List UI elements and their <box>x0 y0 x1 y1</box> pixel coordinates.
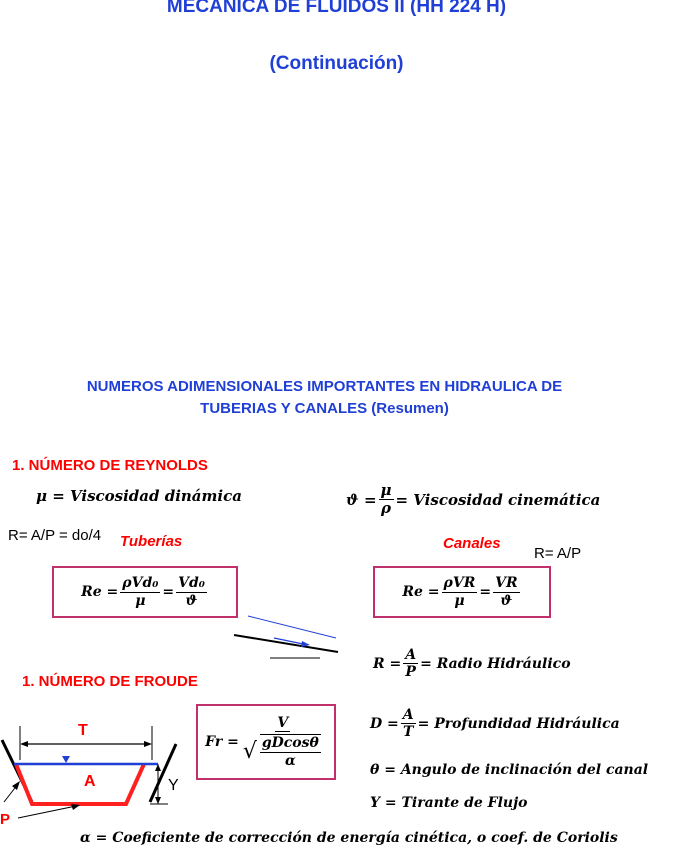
page-title: MECANICA DE FLUIDOS II (HH 224 H) <box>166 0 507 17</box>
froude-denominator <box>241 732 325 768</box>
pipe-re-fraction-1 <box>120 575 160 608</box>
depth-def: Y = Tirante de Flujo <box>370 795 528 811</box>
pipes-label: Tuberías <box>120 533 183 550</box>
channels-label: Canales <box>443 535 501 552</box>
t-arrow-left <box>20 741 28 747</box>
label-area: A <box>84 773 96 790</box>
froude-fraction <box>241 715 325 768</box>
chan-re-fraction-2 <box>493 575 520 608</box>
channel-radius-note: R= A/P <box>534 545 582 562</box>
r-lhs: R = <box>373 655 402 672</box>
y-arrow-bottom <box>155 797 161 804</box>
page-subtitle: (Continuación) <box>269 53 404 74</box>
t-arrow-right <box>144 741 152 747</box>
froude-heading: 1. NÚMERO DE FROUDE <box>22 673 198 690</box>
kinematic-viscosity-def <box>346 482 600 518</box>
d-text: = Profundidad Hidráulica <box>417 715 620 732</box>
theta-def: θ = Angulo de inclinación del canal <box>370 762 649 778</box>
d-fraction <box>401 707 416 740</box>
section-heading-line2: TUBERIAS Y CANALES (Resumen) <box>200 400 449 417</box>
nu-denominator: ρ <box>381 499 392 518</box>
pipe-reynolds-formula <box>81 575 209 608</box>
pipe-re-den2: ϑ <box>185 592 198 609</box>
p-pointer-1-head <box>12 781 20 790</box>
r-text: = Radio Hidráulico <box>420 655 571 672</box>
channel-reynolds-box <box>373 566 551 618</box>
inclined-channel-sketch <box>228 610 348 670</box>
water-level-marker <box>62 756 70 763</box>
channel-reynolds-formula <box>402 575 521 608</box>
froude-lhs: Fr = <box>205 734 239 750</box>
d-numerator: A <box>402 707 414 723</box>
root-denominator: α <box>284 752 296 769</box>
label-wetted-perimeter: P <box>0 811 11 828</box>
root-numerator: gDcosθ <box>261 735 319 752</box>
pipe-radius-note: R= A/P = do/4 <box>8 527 102 544</box>
wetted-perimeter <box>16 764 144 804</box>
dynamic-viscosity-def: μ = Viscosidad dinámica <box>36 487 242 505</box>
section-heading-line1: NUMEROS ADIMENSIONALES IMPORTANTES EN HIDRAULICA DE <box>86 378 563 395</box>
p-pointer-2-head <box>71 804 80 810</box>
channel-bed-line <box>234 635 338 652</box>
root-fraction <box>260 734 321 768</box>
chan-re-fraction-1 <box>442 575 478 608</box>
chan-re-den2: ϑ <box>500 592 513 609</box>
coriolis-def: α = Coeficiente de corrección de energía cinética, o coef. de Coriolis <box>80 830 618 846</box>
d-lhs: D = <box>370 715 399 732</box>
equals-sign: = <box>162 584 175 600</box>
reynolds-heading: 1. NÚMERO DE REYNOLDS <box>12 457 208 474</box>
froude-formula <box>205 715 327 768</box>
r-denominator: P <box>405 664 416 681</box>
pipe-re-num2: Vd₀ <box>178 575 205 592</box>
pipe-re-num1: ρVd₀ <box>122 575 159 592</box>
chan-re-num2: VR <box>495 575 518 592</box>
label-top-width: T <box>78 722 88 739</box>
r-fraction <box>403 647 418 680</box>
pipe-re-den1: μ <box>135 592 146 609</box>
r-numerator: A <box>405 647 417 663</box>
nu-symbol: ϑ = <box>346 490 377 509</box>
sqrt-symbol: √ <box>242 738 257 764</box>
water-surface-line <box>248 616 336 638</box>
d-denominator: T <box>402 724 414 741</box>
pipe-reynolds-box <box>52 566 238 618</box>
hydraulic-depth-def <box>370 707 620 740</box>
nu-text: = Viscosidad cinemática <box>395 490 601 509</box>
chan-re-lhs: Re = <box>402 584 440 600</box>
p-pointer-2 <box>18 806 76 818</box>
nu-fraction <box>379 482 394 518</box>
nu-numerator: μ <box>380 481 392 499</box>
chan-re-den1: μ <box>454 592 465 609</box>
label-depth: Y <box>168 777 179 794</box>
froude-numerator: V <box>277 715 289 732</box>
froude-formula-box <box>196 704 336 780</box>
pipe-re-fraction-2 <box>176 575 207 608</box>
equals-sign: = <box>479 584 492 600</box>
chan-re-num1: ρVR <box>443 575 476 592</box>
pipe-re-lhs: Re = <box>81 584 119 600</box>
hydraulic-radius-def <box>373 647 571 680</box>
